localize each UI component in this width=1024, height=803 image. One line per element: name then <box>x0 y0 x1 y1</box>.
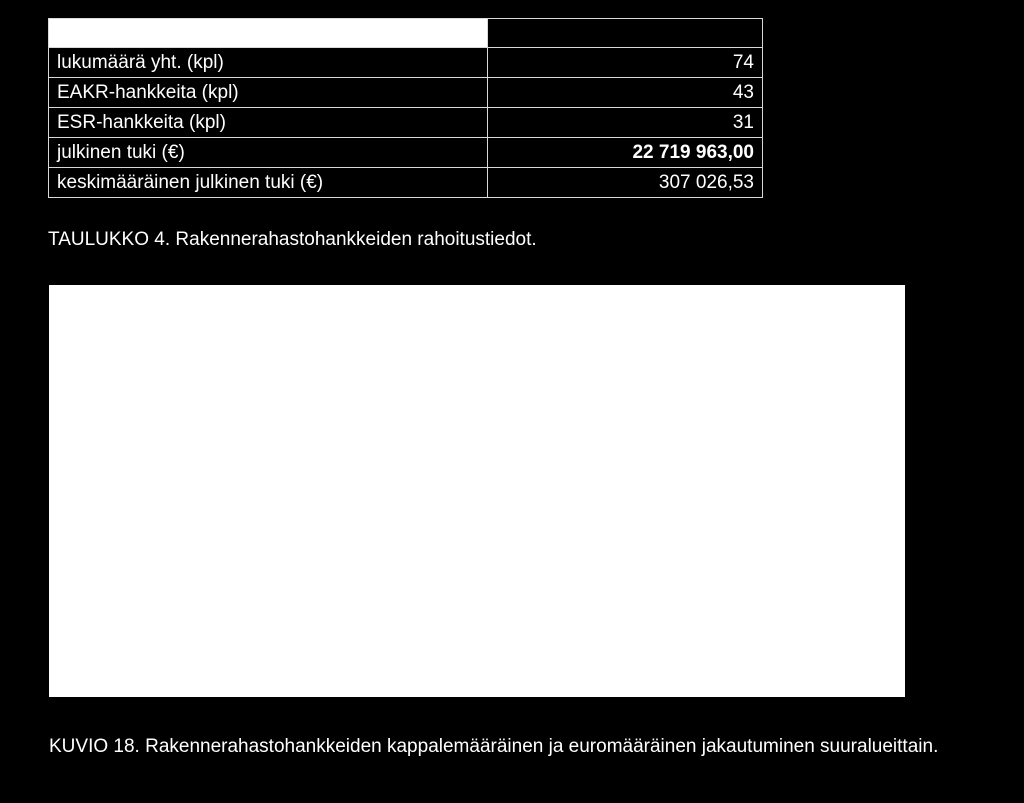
header-value-cell <box>488 19 763 48</box>
figure-caption: KUVIO 18. Rakennerahastohankkeiden kappalemääräinen ja euromääräinen jakautuminen suuralueittain. <box>49 736 939 757</box>
row-value: 74 <box>488 48 763 78</box>
row-value: 31 <box>488 108 763 138</box>
table-caption: TAULUKKO 4. Rakennerahastohankkeiden rahoitustiedot. <box>48 229 537 250</box>
row-value: 43 <box>488 78 763 108</box>
table-row <box>49 108 763 138</box>
row-label: EAKR-hankkeita (kpl) <box>49 78 488 108</box>
row-label: lukumäärä yht. (kpl) <box>49 48 488 78</box>
row-value: 22 719 963,00 <box>488 138 763 168</box>
table-row <box>49 48 763 78</box>
funding-table-container <box>48 18 763 198</box>
header-label-cell <box>49 19 488 48</box>
row-label: julkinen tuki (€) <box>49 138 488 168</box>
funding-table <box>48 18 763 198</box>
table-row <box>49 138 763 168</box>
figure-placeholder <box>49 285 905 697</box>
row-label: keskimääräinen julkinen tuki (€) <box>49 168 488 198</box>
table-row <box>49 78 763 108</box>
row-label: ESR-hankkeita (kpl) <box>49 108 488 138</box>
table-header-row <box>49 19 763 48</box>
table-row <box>49 168 763 198</box>
row-value: 307 026,53 <box>488 168 763 198</box>
